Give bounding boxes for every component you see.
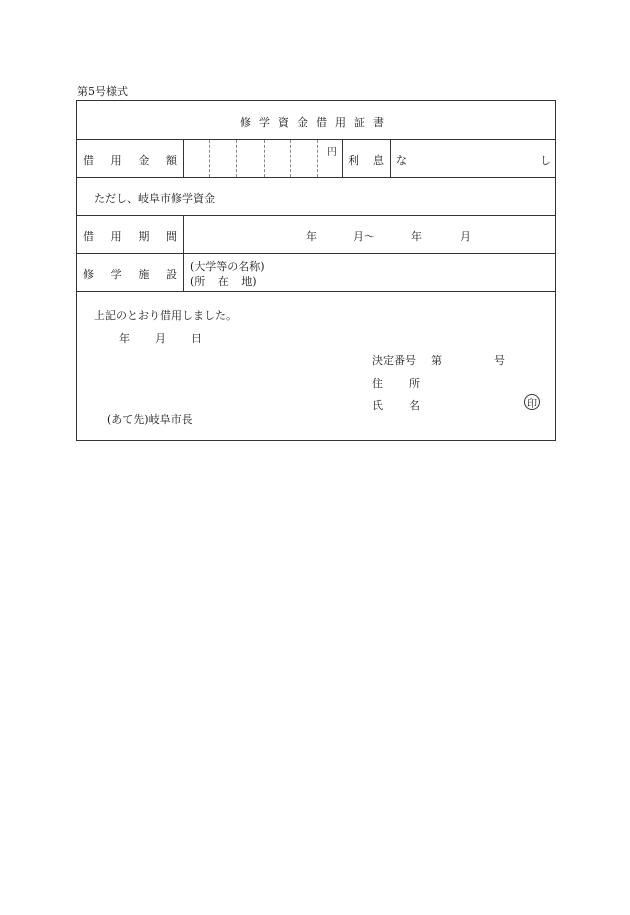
- decision-number-suffix: 号: [494, 354, 505, 367]
- form-number: 第5号様式: [77, 85, 128, 98]
- period-end-month: 月: [460, 230, 471, 243]
- period-end-year: 年: [411, 230, 422, 243]
- school-row: [77, 254, 555, 292]
- form-title: 修学資金借用証書: [240, 116, 392, 129]
- address-label: 住 所: [372, 377, 420, 390]
- period-start-year: 年: [306, 230, 317, 243]
- seal-mark: 印: [524, 394, 540, 410]
- addressee: (あて先)岐阜市長: [107, 413, 193, 426]
- interest-value-start: な: [396, 154, 407, 167]
- school-name-label: (大学等の名称): [190, 260, 265, 273]
- date-month: 月: [155, 332, 166, 345]
- proviso-text: ただし、岐阜市修学資金: [94, 192, 215, 205]
- loan-amount-label: 借 用 金 額: [83, 154, 177, 167]
- digit-separator: [290, 140, 291, 177]
- digit-separator: [209, 140, 210, 177]
- date-day: 日: [191, 332, 202, 345]
- name-label: 氏 名: [372, 399, 420, 412]
- interest-value-end: し: [540, 154, 551, 167]
- divider: [390, 140, 391, 177]
- proviso-row: [77, 178, 555, 216]
- loan-period-row: [77, 216, 555, 254]
- yen-unit: 円: [327, 147, 337, 158]
- title-row: [77, 101, 555, 140]
- loan-certificate-form: [76, 100, 556, 441]
- decision-number-label: 決定番号: [372, 354, 416, 367]
- date-year: 年: [119, 332, 130, 345]
- interest-label: 利 息: [348, 154, 384, 167]
- loan-amount-row: [77, 140, 555, 178]
- school-address-label: (所 在 地): [190, 275, 257, 288]
- decision-number-prefix: 第: [431, 354, 442, 367]
- digit-separator: [236, 140, 237, 177]
- digit-separator: [317, 140, 318, 177]
- digit-separator: [264, 140, 265, 177]
- loan-period-label: 借 用 期 間: [83, 230, 177, 243]
- school-label: 修 学 施 設: [83, 268, 177, 281]
- period-start-month: 月〜: [353, 230, 375, 243]
- divider: [342, 140, 343, 177]
- loan-amount-field[interactable]: [184, 140, 342, 177]
- declaration-statement: 上記のとおり借用しました。: [94, 309, 237, 322]
